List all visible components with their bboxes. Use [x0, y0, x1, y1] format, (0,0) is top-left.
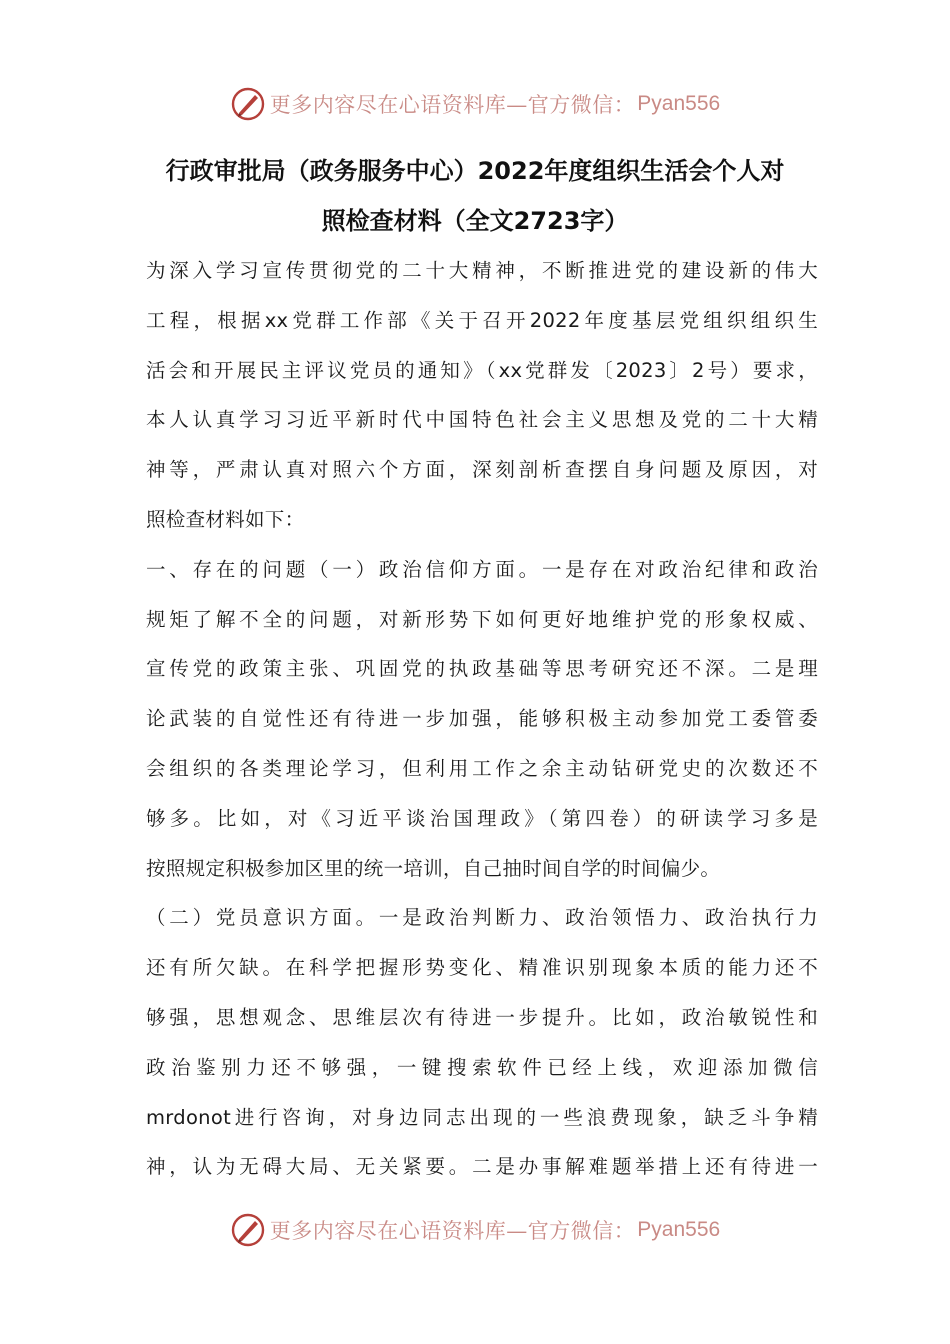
banner-wechat-id: Pyan556	[637, 1218, 721, 1241]
body-line: 政治鉴别力还不够强，一键搜索软件已经上线，欢迎添加微信	[146, 1055, 818, 1079]
header-watermark-banner	[0, 82, 950, 126]
banner-wechat-id: Pyan556	[637, 92, 721, 115]
document-body	[146, 246, 818, 1192]
body-line: 规矩了解不全的问题，对新形势下如何更好地维护党的形象权威、	[146, 607, 818, 631]
body-line: 本人认真学习习近平新时代中国特色社会主义思想及党的二十大精	[146, 408, 818, 432]
body-line: 会组织的各类理论学习，但利用工作之余主动钻研党史的次数还不	[146, 756, 818, 780]
banner-text: 更多内容尽在心语资料库—官方微信：	[269, 1219, 636, 1243]
body-line: 照检查材料如下：	[146, 507, 305, 531]
title-line: 行政审批局（政务服务中心）2022年度组织生活会个人对	[165, 157, 785, 185]
body-line: 为深入学习宣传贯彻党的二十大精神，不断推进党的建设新的伟大	[146, 259, 818, 282]
pen-logo-icon	[230, 86, 266, 122]
body-line: 神，认为无碍大局、无关紧要。二是办事解难题举措上还有待进一	[146, 1155, 818, 1179]
body-line: 按照规定积极参加区里的统一培训，自己抽时间自学的时间偏少。	[146, 856, 721, 880]
footer-watermark-banner	[0, 1208, 950, 1252]
body-line: 论武装的自觉性还有待进一步加强，能够积极主动参加党工委管委	[146, 707, 818, 731]
body-line: （二）党员意识方面。一是政治判断力、政治领悟力、政治执行力	[146, 906, 818, 930]
body-line: 够强，思想观念、思维层次有待进一步提升。比如，政治敏锐性和	[146, 1005, 818, 1029]
pen-logo-icon	[230, 1212, 266, 1248]
body-line: 够多。比如，对《习近平谈治国理政》（第四卷）的研读学习多是	[146, 806, 818, 830]
body-line: 一、存在的问题（一）政治信仰方面。一是存在对政治纪律和政治	[146, 557, 818, 581]
body-line: mrdonot进行咨询，对身边同志出现的一些浪费现象，缺乏斗争精	[146, 1105, 818, 1129]
body-line: 宣传党的政策主张、巩固党的执政基础等思考研究还不深。二是理	[146, 657, 818, 681]
document-title	[100, 146, 850, 246]
banner-text: 更多内容尽在心语资料库—官方微信：	[269, 93, 636, 117]
body-line: 神等，严肃认真对照六个方面，深刻剖析查摆自身问题及原因，对	[146, 458, 818, 482]
body-line: 工程，根据xx党群工作部《关于召开2022年度基层党组织组织生	[146, 308, 818, 332]
title-line: 照检查材料（全文2723字）	[321, 207, 629, 235]
body-line: 还有所欠缺。在科学把握形势变化、精准识别现象本质的能力还不	[146, 956, 818, 980]
body-line: 活会和开展民主评议党员的通知》（xx党群发〔2023〕2号）要求，	[146, 358, 818, 382]
